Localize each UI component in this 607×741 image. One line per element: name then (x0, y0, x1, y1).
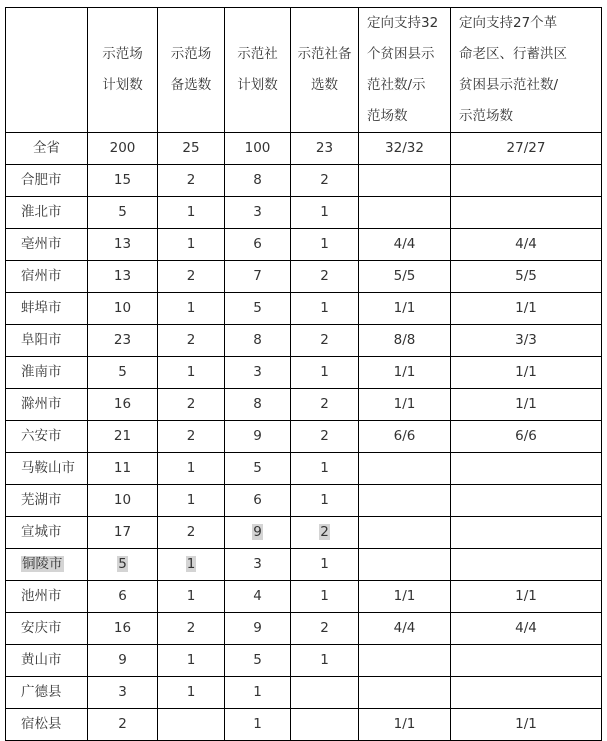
cell-farm-reserve (158, 613, 225, 645)
cell-target-32-counties (359, 485, 451, 517)
header-line: 范场数 (367, 108, 408, 124)
cell-text: 3/3 (515, 332, 537, 348)
cell-target-32-counties (359, 357, 451, 389)
cell-text: 3 (253, 204, 262, 220)
cell-text: 16 (113, 396, 132, 412)
cell-text: 六安市 (21, 428, 62, 444)
header-line: 示范社备 (297, 46, 352, 62)
cell-farm-plan (88, 133, 158, 165)
cell-text: 1 (186, 460, 196, 476)
cell-coop-reserve (291, 293, 359, 325)
cell-text: 1/1 (515, 364, 537, 380)
cell-region (6, 133, 88, 165)
cell-text: 阜阳市 (21, 332, 62, 348)
cell-text: 1/1 (515, 716, 537, 732)
cell-target-27-counties (451, 645, 602, 677)
cell-coop-plan (225, 677, 291, 709)
table-row (6, 485, 602, 517)
header-line: 备选数 (170, 77, 212, 93)
header-line: 选数 (311, 77, 338, 93)
cell-text: 宿州市 (21, 268, 62, 284)
cell-text: 2 (186, 428, 196, 444)
cell-farm-reserve (158, 197, 225, 229)
table-row (6, 517, 602, 549)
table-row (6, 421, 602, 453)
cell-farm-plan (88, 581, 158, 613)
cell-coop-reserve (291, 421, 359, 453)
cell-target-27-counties (451, 357, 602, 389)
cell-target-32-counties (359, 293, 451, 325)
cell-coop-plan (225, 421, 291, 453)
table-row (6, 325, 602, 357)
cell-text: 1/1 (393, 716, 416, 732)
cell-farm-plan (88, 261, 158, 293)
cell-text: 16 (113, 620, 132, 636)
cell-text: 亳州市 (21, 236, 62, 252)
cell-text: 1/1 (515, 588, 537, 604)
cell-farm-reserve (158, 581, 225, 613)
cell-text: 5 (118, 556, 127, 572)
cell-text: 8 (253, 396, 262, 412)
cell-region (6, 261, 88, 293)
cell-text: 13 (113, 268, 132, 284)
cell-text: 6 (253, 236, 262, 252)
cell-farm-reserve (158, 453, 225, 485)
cell-text: 2 (186, 524, 196, 540)
cell-region (6, 197, 88, 229)
cell-farm-plan (88, 389, 158, 421)
cell-text: 蚌埠市 (21, 300, 62, 316)
cell-region (6, 677, 88, 709)
header-line: 示范社 (237, 46, 278, 62)
cell-target-27-counties (451, 613, 602, 645)
cell-text: 4/4 (393, 236, 416, 252)
header-line: 示范场 (102, 46, 143, 62)
cell-target-32-counties (359, 229, 451, 261)
cell-text: 2 (186, 620, 196, 636)
cell-target-32-counties (359, 261, 451, 293)
cell-coop-plan (225, 293, 291, 325)
cell-target-27-counties (451, 677, 602, 709)
cell-text: 1 (320, 204, 329, 220)
cell-farm-plan (88, 613, 158, 645)
cell-text: 5 (118, 364, 127, 380)
cell-target-32-counties (359, 613, 451, 645)
header-line: 计划数 (102, 77, 143, 93)
cell-target-32-counties (359, 421, 451, 453)
header-farm-plan (88, 8, 158, 133)
cell-coop-plan (225, 133, 291, 165)
cell-text: 15 (113, 172, 132, 188)
table-row (6, 389, 602, 421)
cell-text: 9 (118, 652, 127, 668)
table-row (6, 357, 602, 389)
cell-text: 11 (113, 460, 132, 476)
cell-text: 2 (186, 172, 196, 188)
cell-farm-reserve (158, 133, 225, 165)
cell-target-32-counties (359, 645, 451, 677)
cell-target-32-counties (359, 325, 451, 357)
cell-text: 4 (253, 588, 262, 604)
table-row (6, 453, 602, 485)
cell-text: 芜湖市 (21, 492, 62, 508)
cell-text: 6/6 (393, 428, 416, 444)
cell-target-27-counties (451, 133, 602, 165)
cell-text: 3 (253, 364, 262, 380)
cell-text: 5 (253, 460, 262, 476)
cell-farm-plan (88, 645, 158, 677)
cell-text: 1 (320, 460, 329, 476)
cell-text: 1/1 (515, 396, 537, 412)
header-line: 示范场 (170, 46, 212, 62)
header-coop-plan (225, 8, 291, 133)
cell-text: 2 (186, 396, 196, 412)
cell-target-27-counties (451, 389, 602, 421)
cell-farm-reserve (158, 549, 225, 581)
cell-target-32-counties (359, 165, 451, 197)
cell-coop-plan (225, 613, 291, 645)
cell-target-27-counties (451, 421, 602, 453)
cell-text: 2 (320, 620, 329, 636)
cell-text: 10 (113, 492, 132, 508)
cell-coop-plan (225, 261, 291, 293)
cell-text: 3 (118, 684, 127, 700)
cell-text: 宣城市 (21, 524, 62, 540)
cell-farm-plan (88, 517, 158, 549)
cell-text: 8 (253, 172, 262, 188)
cell-text: 1 (186, 300, 196, 316)
cell-text: 全省 (33, 140, 60, 156)
cell-text: 1/1 (393, 588, 416, 604)
cell-text: 5/5 (515, 268, 537, 284)
cell-text: 2 (320, 524, 329, 540)
cell-region (6, 325, 88, 357)
cell-coop-plan (225, 165, 291, 197)
cell-text: 2 (320, 428, 329, 444)
cell-text: 13 (113, 236, 132, 252)
cell-coop-plan (225, 549, 291, 581)
cell-text: 1 (253, 684, 262, 700)
cell-coop-reserve (291, 133, 359, 165)
cell-text: 淮南市 (21, 364, 62, 380)
cell-target-27-counties (451, 325, 602, 357)
cell-coop-reserve (291, 197, 359, 229)
cell-coop-plan (225, 325, 291, 357)
header-line: 定向支持32 (367, 15, 439, 31)
cell-target-27-counties (451, 549, 602, 581)
header-line: 计划数 (237, 77, 278, 93)
cell-text: 1 (186, 236, 196, 252)
cell-text: 7 (253, 268, 262, 284)
cell-text: 4/4 (515, 236, 537, 252)
cell-text: 1 (186, 364, 196, 380)
cell-target-27-counties (451, 485, 602, 517)
cell-text: 1 (320, 588, 329, 604)
header-row (6, 8, 602, 133)
cell-text: 黄山市 (21, 652, 62, 668)
province-total-row (6, 133, 602, 165)
cell-text: 27/27 (506, 140, 546, 156)
cell-farm-plan (88, 485, 158, 517)
table-row (6, 709, 602, 741)
table-row (6, 645, 602, 677)
table-row (6, 613, 602, 645)
cell-farm-plan (88, 325, 158, 357)
header-target-32-counties (359, 8, 451, 133)
header-line: 命老区、行蓄洪区 (459, 46, 567, 62)
cell-text: 9 (253, 620, 262, 636)
cell-text: 池州市 (21, 588, 62, 604)
cell-text: 1 (320, 236, 329, 252)
cell-region (6, 485, 88, 517)
cell-farm-plan (88, 229, 158, 261)
cell-farm-reserve (158, 229, 225, 261)
cell-text: 1/1 (515, 300, 537, 316)
cell-coop-reserve (291, 677, 359, 709)
cell-farm-plan (88, 421, 158, 453)
cell-text: 10 (113, 300, 132, 316)
cell-region (6, 645, 88, 677)
cell-text: 2 (186, 332, 196, 348)
cell-target-32-counties (359, 453, 451, 485)
cell-coop-reserve (291, 165, 359, 197)
table-row (6, 229, 602, 261)
cell-coop-reserve (291, 389, 359, 421)
cell-text: 1 (186, 556, 196, 572)
table-row (6, 549, 602, 581)
table-row (6, 197, 602, 229)
cell-farm-plan (88, 549, 158, 581)
header-farm-reserve (158, 8, 225, 133)
cell-coop-plan (225, 389, 291, 421)
cell-text: 9 (253, 524, 262, 540)
cell-coop-reserve (291, 581, 359, 613)
cell-target-27-counties (451, 293, 602, 325)
cell-text: 6/6 (515, 428, 537, 444)
cell-text: 23 (113, 332, 132, 348)
cell-text: 1 (320, 556, 329, 572)
cell-text: 安庆市 (21, 620, 62, 636)
cell-target-32-counties (359, 389, 451, 421)
header-coop-reserve (291, 8, 359, 133)
cell-farm-reserve (158, 517, 225, 549)
cell-text: 宿松县 (21, 716, 62, 732)
cell-target-32-counties (359, 709, 451, 741)
cell-text: 淮北市 (21, 204, 62, 220)
cell-coop-plan (225, 645, 291, 677)
table-row (6, 261, 602, 293)
cell-text: 5 (253, 652, 262, 668)
cell-region (6, 389, 88, 421)
cell-text: 合肥市 (21, 172, 62, 188)
header-line: 个贫困县示 (367, 46, 435, 62)
cell-region (6, 453, 88, 485)
cell-text: 5 (253, 300, 262, 316)
header-line: 范社数/示 (367, 77, 426, 93)
cell-region (6, 517, 88, 549)
cell-coop-plan (225, 517, 291, 549)
cell-coop-plan (225, 229, 291, 261)
cell-coop-plan (225, 197, 291, 229)
cell-coop-plan (225, 485, 291, 517)
cell-text: 2 (118, 716, 127, 732)
cell-text: 21 (113, 428, 132, 444)
cell-farm-plan (88, 165, 158, 197)
cell-text: 6 (118, 588, 127, 604)
cell-text: 马鞍山市 (21, 460, 75, 476)
cell-farm-reserve (158, 709, 225, 741)
cell-text: 1/1 (393, 396, 416, 412)
cell-target-27-counties (451, 261, 602, 293)
cell-coop-plan (225, 357, 291, 389)
cell-text: 200 (109, 140, 136, 156)
cell-farm-reserve (158, 165, 225, 197)
cell-text: 1 (186, 492, 196, 508)
cell-coop-reserve (291, 613, 359, 645)
cell-coop-plan (225, 453, 291, 485)
header-line: 贫困县示范社数/ (459, 77, 559, 93)
cell-text: 1 (186, 588, 196, 604)
cell-region (6, 165, 88, 197)
cell-region (6, 229, 88, 261)
cell-coop-reserve (291, 549, 359, 581)
cell-farm-plan (88, 357, 158, 389)
cell-text: 1 (253, 716, 262, 732)
cell-text: 5 (118, 204, 127, 220)
cell-target-27-counties (451, 453, 602, 485)
header-region (6, 8, 88, 133)
cell-farm-reserve (158, 261, 225, 293)
cell-text: 2 (320, 332, 329, 348)
cell-farm-plan (88, 709, 158, 741)
cell-coop-reserve (291, 325, 359, 357)
header-target-27-counties (451, 8, 602, 133)
cell-text: 1/1 (393, 364, 416, 380)
cell-target-32-counties (359, 549, 451, 581)
cell-text: 2 (320, 396, 329, 412)
cell-text: 滁州市 (21, 396, 62, 412)
cell-text: 8/8 (393, 332, 416, 348)
cell-farm-reserve (158, 645, 225, 677)
cell-farm-reserve (158, 325, 225, 357)
cell-region (6, 357, 88, 389)
cell-text: 4/4 (393, 620, 416, 636)
cell-text: 1 (186, 652, 196, 668)
header-line: 定向支持27个革 (459, 15, 558, 31)
cell-region (6, 709, 88, 741)
cell-text: 1 (186, 684, 196, 700)
cell-text: 2 (186, 268, 196, 284)
cell-text: 9 (253, 428, 262, 444)
table-row (6, 581, 602, 613)
cell-text: 3 (253, 556, 262, 572)
cell-text: 1 (320, 300, 329, 316)
cell-farm-plan (88, 293, 158, 325)
cell-farm-plan (88, 453, 158, 485)
cell-target-27-counties (451, 165, 602, 197)
cell-text: 32/32 (385, 140, 424, 156)
cell-text: 6 (253, 492, 262, 508)
cell-target-32-counties (359, 581, 451, 613)
cell-farm-reserve (158, 389, 225, 421)
cell-text: 铜陵市 (22, 556, 63, 572)
cell-region (6, 293, 88, 325)
cell-target-32-counties (359, 677, 451, 709)
cell-farm-plan (88, 677, 158, 709)
cell-coop-reserve (291, 453, 359, 485)
table-row (6, 165, 602, 197)
cell-coop-reserve (291, 357, 359, 389)
cell-target-27-counties (451, 229, 602, 261)
cell-coop-reserve (291, 229, 359, 261)
cell-coop-reserve (291, 261, 359, 293)
cell-text: 25 (182, 140, 200, 156)
cell-text: 1 (320, 652, 329, 668)
cell-target-32-counties (359, 517, 451, 549)
cell-target-27-counties (451, 709, 602, 741)
cell-region (6, 613, 88, 645)
cell-text: 23 (315, 140, 334, 156)
cell-farm-reserve (158, 677, 225, 709)
cell-text: 1 (186, 204, 196, 220)
cell-target-32-counties (359, 133, 451, 165)
cell-target-32-counties (359, 197, 451, 229)
cell-farm-reserve (158, 485, 225, 517)
cell-region (6, 581, 88, 613)
cell-farm-reserve (158, 293, 225, 325)
cell-text: 5/5 (393, 268, 416, 284)
cell-coop-plan (225, 581, 291, 613)
cell-text: 4/4 (515, 620, 537, 636)
cell-target-27-counties (451, 197, 602, 229)
cell-target-27-counties (451, 581, 602, 613)
cell-text: 广德县 (21, 684, 62, 700)
cell-text: 100 (244, 140, 271, 156)
cell-text: 2 (320, 268, 329, 284)
table-row (6, 677, 602, 709)
cell-farm-reserve (158, 421, 225, 453)
cell-coop-reserve (291, 485, 359, 517)
cell-text: 1/1 (393, 300, 416, 316)
cell-coop-reserve (291, 645, 359, 677)
allocation-table (5, 7, 602, 741)
cell-text: 2 (320, 172, 329, 188)
cell-text: 17 (113, 524, 132, 540)
table-row (6, 293, 602, 325)
cell-target-27-counties (451, 517, 602, 549)
cell-region (6, 421, 88, 453)
cell-coop-plan (225, 709, 291, 741)
cell-coop-reserve (291, 517, 359, 549)
cell-text: 1 (320, 492, 329, 508)
cell-farm-reserve (158, 357, 225, 389)
header-line: 示范场数 (459, 108, 513, 124)
cell-coop-reserve (291, 709, 359, 741)
cell-text: 1 (320, 364, 329, 380)
cell-farm-plan (88, 197, 158, 229)
cell-text: 8 (253, 332, 262, 348)
cell-region (6, 549, 88, 581)
